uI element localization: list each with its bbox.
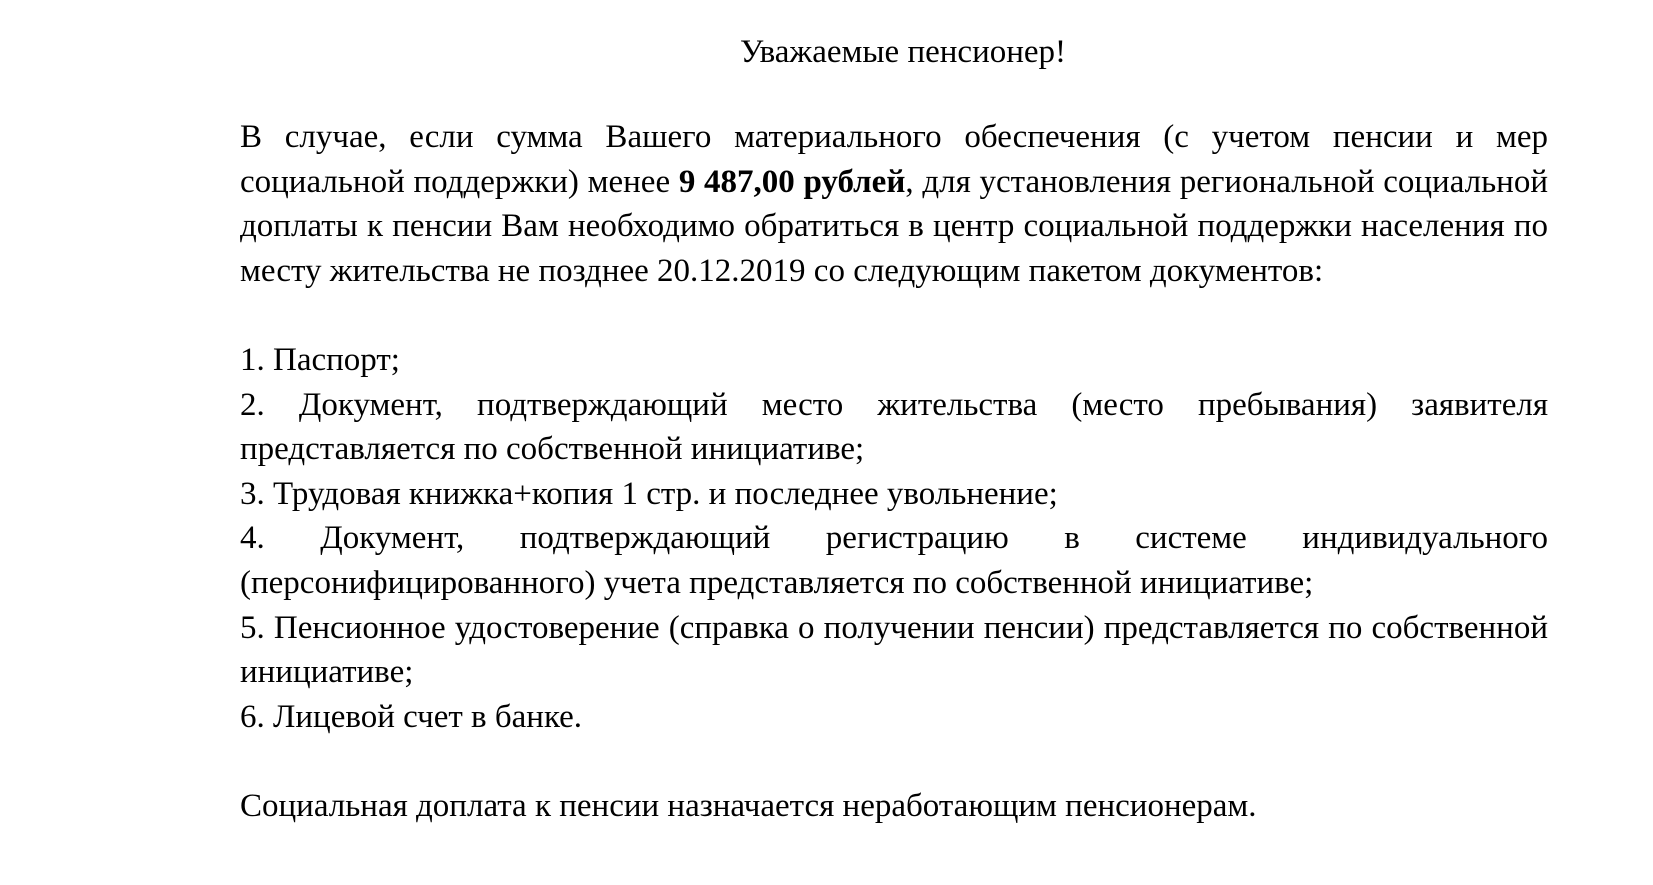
list-item-number: 4.: [240, 520, 265, 557]
intro-paragraph: [240, 115, 1548, 293]
document-body: [240, 115, 1548, 829]
list-item-text: Документ, подтверждающий место жительства (место пребывания) заявителя представляется по собственной инициативе;: [240, 386, 1549, 468]
list-item-text: Пенсионное удостоверение (справка о получении пенсии) представляется по собственной инициативе;: [240, 609, 1549, 691]
list-item-number: 6.: [240, 698, 265, 735]
list-item: [240, 606, 1548, 695]
intro-text-start: В случае, если сумма Вашего материального обеспечения (с учетом пенсии и мер социальной поддержки) менее: [240, 119, 1548, 200]
list-item: [240, 516, 1548, 605]
document-title: Уважаемые пенсионер!: [739, 34, 1067, 70]
list-item-number: 5.: [240, 609, 265, 646]
list-item-text: Паспорт;: [273, 341, 400, 378]
list-item: [240, 695, 1548, 740]
list-item: [240, 383, 1548, 472]
list-item-number: 1.: [240, 341, 265, 378]
list-item: [240, 338, 1548, 383]
closing-paragraph: Социальная доплата к пенсии назначается неработающим пенсионерам.: [240, 787, 1257, 824]
list-item-text: Документ, подтверждающий регистрацию в системе индивидуального (персонифицированного) учета представляется по собственной инициативе;: [240, 520, 1548, 601]
list-item-text: Лицевой счет в банке.: [273, 698, 583, 735]
documents-list: [240, 338, 1548, 739]
list-item: [240, 472, 1548, 517]
amount-text: 9 487,00 рублей: [678, 163, 906, 200]
list-item-number: 3.: [240, 475, 265, 512]
list-item-number: 2.: [240, 386, 265, 423]
intro-text-end: , для установления региональной социальной доплаты к пенсии Вам необходимо обратиться в центр социальной поддержки населения по месту жительства не позднее 20.12.2019 со следующим пакетом документов:: [240, 163, 1548, 289]
list-item-text: Трудовая книжка+копия 1 стр. и последнее увольнение;: [273, 475, 1058, 512]
